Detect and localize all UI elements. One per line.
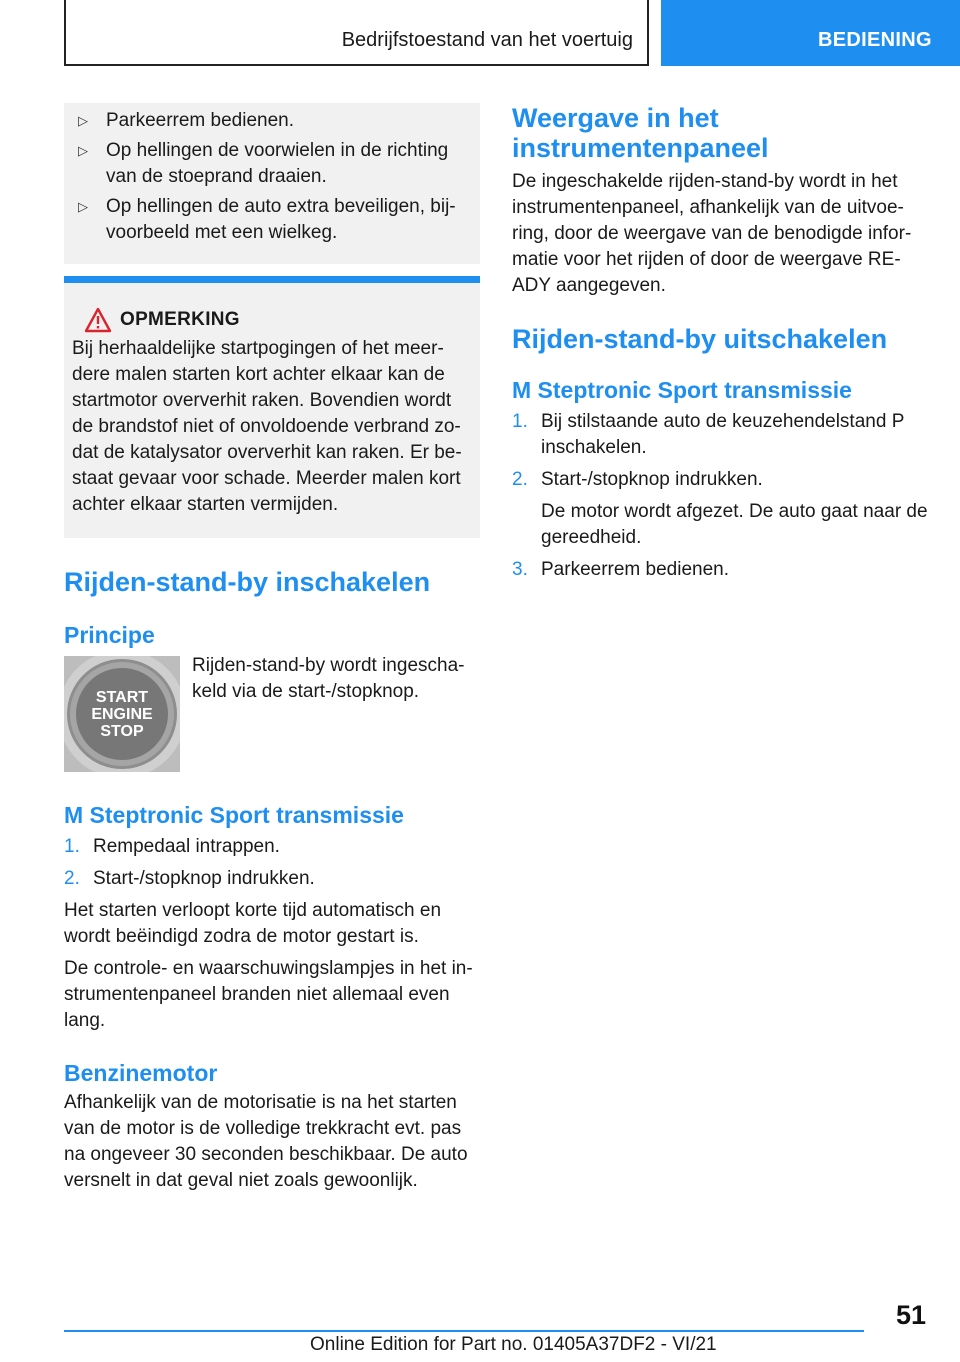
heading-principe: Principe	[64, 622, 155, 648]
paragraph: Het starten verloopt korte tijd automatisch en wordt beëindigd zodra de motor gestart is.	[64, 900, 442, 947]
left-column	[64, 103, 480, 1194]
chapter-title: BEDIENING	[818, 29, 932, 51]
list-item: ▷ Op hellingen de auto extra beveiligen, bijvoorbeeld met een wielkeg.	[78, 194, 466, 246]
footer-divider	[64, 1330, 864, 1332]
list-item: ▷ Parkeerrem bedienen.	[78, 108, 466, 134]
note-text: Bij herhaaldelijke startpogingen of het meerdere malen starten kort achter elkaar kan de startmotor oververhit raken. Bovendien wordt de brandstof niet of onvoldoende verbrand zodat de katalysator oververhit kan raken. Er bestaat gevaar voor schade. Meerder malen kort achter elkaar starten vermijden.	[72, 338, 462, 515]
list-item: 2. Start-/stopknop indrukken.	[512, 469, 763, 490]
list-item: 1. Rempedaal intrappen.	[64, 836, 280, 857]
heading-uitschakelen: Rijden-stand-by uitschakelen	[512, 324, 888, 354]
note-title: OPMERKING	[120, 309, 240, 330]
header-section	[64, 0, 649, 66]
paragraph: De controle- en waarschuwingslampjes in het instrumentenpaneel branden niet allemaal even lang.	[64, 958, 473, 1031]
heading-inschakelen: Rijden-stand-by inschakelen	[64, 567, 431, 597]
header-chapter-tab	[661, 0, 960, 66]
warning-icon	[84, 307, 112, 333]
button-label-start: START	[95, 689, 149, 706]
right-column	[512, 103, 932, 583]
list-item: ▷ Op hellingen de voorwielen in de richting van de stoeprand draaien.	[78, 138, 466, 190]
triangle-bullet-icon: ▷	[78, 199, 88, 214]
list-item: 3. Parkeerrem bedienen.	[512, 559, 729, 580]
paragraph: Afhankelijk van de motorisatie is na het starten van de motor is de volledige trekkracht evt. pas na ongeveer 30 seconden beschikbaar. De auto versnelt in dat geval niet zoals gewoonlijk.	[64, 1092, 468, 1191]
page-number: 51	[895, 1300, 926, 1330]
heading-steptronic-right: M Steptronic Sport transmissie	[512, 377, 852, 403]
bullet-box	[64, 103, 480, 264]
button-label-engine: ENGINE	[91, 706, 153, 723]
button-label-stop: STOP	[100, 723, 144, 740]
list-item-subtext: De motor wordt afgezet. De auto gaat naar de gereedheid.	[541, 501, 928, 548]
list-item: 1. Bij stilstaande auto de keuzehendelstand P inschakelen.	[512, 411, 905, 458]
section-title: Bedrijfstoestand van het voertuig	[341, 29, 633, 51]
principe-text: Rijden-stand-by wordt ingeschakeld via de start-/stopknop.	[192, 655, 465, 702]
list-item: 2. Start-/stopknop indrukken.	[64, 868, 315, 889]
note-box	[64, 276, 480, 538]
triangle-bullet-icon: ▷	[78, 113, 88, 128]
triangle-bullet-icon: ▷	[78, 143, 88, 158]
footer-edition: Online Edition for Part no. 01405A37DF2 - VI/21	[310, 1334, 717, 1355]
heading-steptronic: M Steptronic Sport transmissie	[64, 802, 404, 828]
paragraph: De ingeschakelde rijden-stand-by wordt in het instrumentenpaneel, afhankelijk van de uitvoering, door de weergave van de benodigde informatie voor het rijden of door de weergave READY aangegeven.	[512, 171, 912, 296]
heading-weergave: Weergave in het instrumentenpaneel	[512, 103, 769, 163]
heading-benzinemotor: Benzinemotor	[64, 1060, 218, 1086]
start-stop-button-image	[64, 656, 180, 772]
